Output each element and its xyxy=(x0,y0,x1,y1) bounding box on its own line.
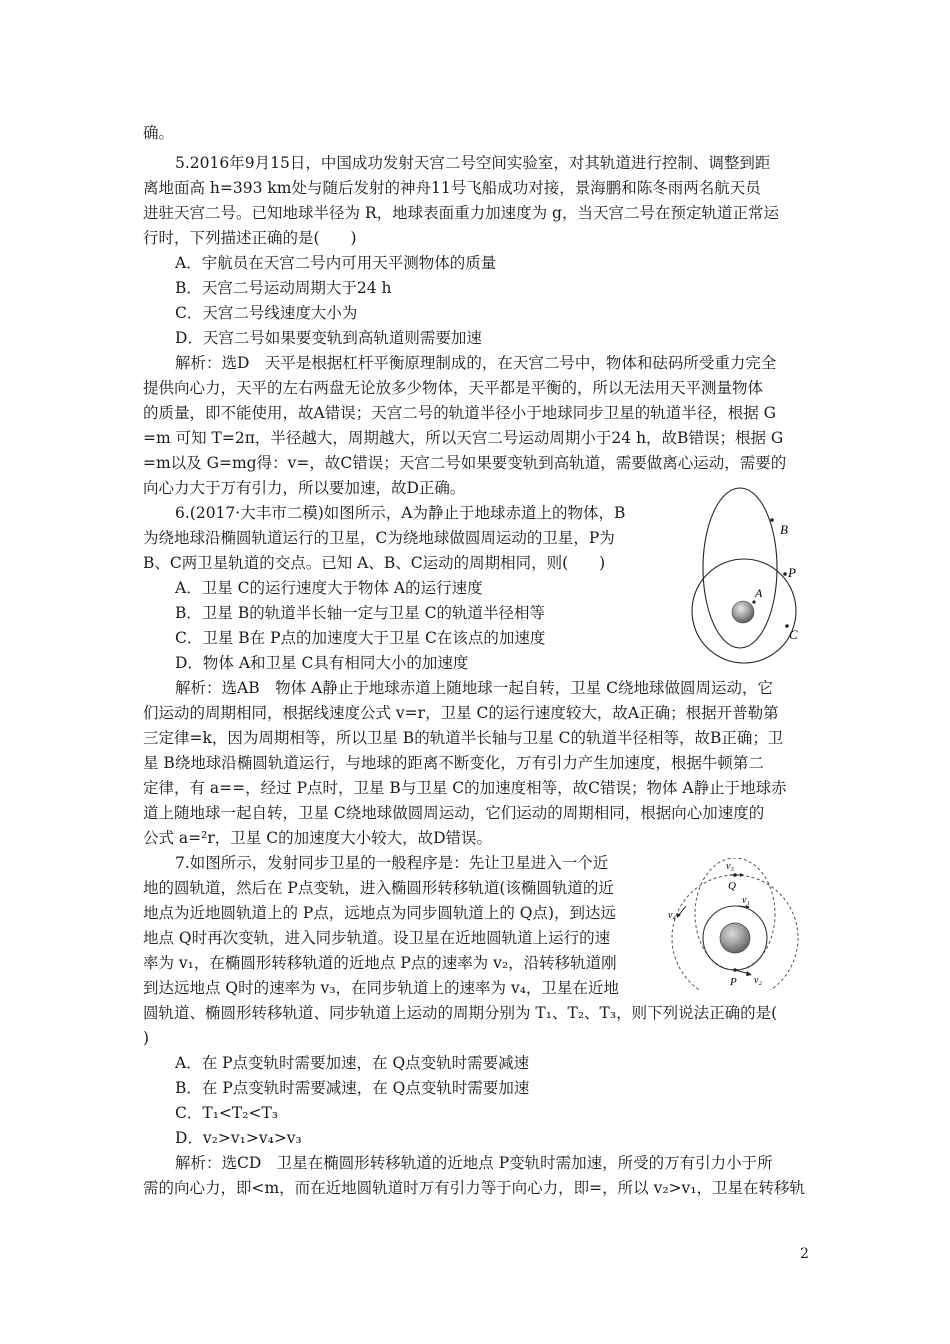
text-line: 道上随地球一起自转，卫星 C绕地球做圆周运动，它们运动的周期相同，根据向心加速度的 xyxy=(143,804,765,822)
text-line: B、C两卫星轨道的交点。已知 A、B、C运动的周期相同，则( ) xyxy=(143,554,606,572)
option-a: A．宇航员在天宫二号内可用天平测物体的质量 xyxy=(175,254,497,272)
question-5-text: 5.2016年9月15日，中国成功发射天宫二号空间实验室，对其轨道进行控制、调整到距 xyxy=(175,154,771,172)
orbit-figure-1 xyxy=(688,484,818,664)
option-a: A．卫星 C的运行速度大于物体 A的运行速度 xyxy=(175,579,483,597)
option-c: C．T₁<T₂<T₃ xyxy=(175,1104,278,1122)
text-line: 需的向心力，即<m，而在近地圆轨道时万有引力等于向心力，即=，所以 v₂>v₁，卫星在转移轨 xyxy=(143,1179,806,1197)
text-line: 地点为近地圆轨道上的 P点，远地点为同步圆轨道上的 Q点)，到达远 xyxy=(143,904,617,922)
earth-icon xyxy=(720,923,750,953)
analysis-text: 解析：选CD 卫星在椭圆形转移轨道的近地点 P变轨时需加速，所受的万有引力小于所 xyxy=(175,1154,773,1172)
text-line: 提供向心力，天平的左右两盘无论放多少物体，天平都是平衡的，所以无法用天平测量物体 xyxy=(143,379,764,397)
object-a-dot xyxy=(752,600,755,603)
option-d: D．v₂>v₁>v₄>v₃ xyxy=(175,1129,302,1147)
label-a: A xyxy=(755,586,763,600)
text-line: 离地面高 h=393 km处与随后发射的神舟11号飞船成功对接，景海鹏和陈冬雨两名航天员 xyxy=(143,179,761,197)
text-line: 三定律=k，因为周期相等，所以卫星 B的轨道半长轴与卫星 C的轨道半径相等，故B正确；卫 xyxy=(143,729,784,747)
label-v3: v₃ xyxy=(726,861,734,872)
analysis-text: 解析：选D 天平是根据杠杆平衡原理制成的，在天宫二号中，物体和砝码所受重力完全 xyxy=(175,354,777,372)
text-line: 定律，有 a==，经过 P点时，卫星 B与卫星 C的加速度相等，故C错误；物体 A静止于地球赤 xyxy=(143,779,787,797)
text-line: 率为 v₁，在椭圆形转移轨道的近地点 P点的速率为 v₂，沿转移轨道刚 xyxy=(143,954,617,972)
orbit-figure-2 xyxy=(666,858,816,990)
text-line: 为绕地球沿椭圆轨道运行的卫星，C为绕地球做圆周运动的卫星，P为 xyxy=(143,529,615,547)
text-line: ) xyxy=(143,1029,150,1047)
label-q: Q xyxy=(728,880,736,892)
option-b: B．天宫二号运动周期大于24 h xyxy=(175,279,392,297)
text-line: 到达远地点 Q时的速率为 v₃，在同步轨道上的速率为 v₄，卫星在近地 xyxy=(143,979,619,997)
label-p: P xyxy=(730,976,737,988)
text-line: 进驻天宫二号。已知地球半径为 R，地球表面重力加速度为 g，当天宫二号在预定轨道正常运 xyxy=(143,204,779,222)
text-line: 地点 Q时再次变轨，进入同步轨道。设卫星在近地圆轨道上运行的速 xyxy=(143,929,611,947)
text-line: 星 B绕地球沿椭圆轨道运行，与地球的距离不断变化，万有引力产生加速度，根据牛顿第二 xyxy=(143,754,764,772)
text-line: 的质量，即不能使用，故A错误；天宫二号的轨道半径小于地球同步卫星的轨道半径，根据 G xyxy=(143,404,777,422)
v2-arrowhead xyxy=(746,971,752,976)
option-b: B．卫星 B的轨道半长轴一定与卫星 C的轨道半径相等 xyxy=(175,604,545,622)
label-v4: v₄ xyxy=(668,910,676,921)
option-d: D．天宫二号如果要变轨到高轨道则需要加速 xyxy=(175,329,482,347)
label-v2: v₂ xyxy=(754,975,762,986)
page-number: 2 xyxy=(800,1246,809,1262)
text-line: 向心力大于万有引力，所以要加速，故D正确。 xyxy=(143,479,466,497)
label-v1: v₁ xyxy=(742,895,750,906)
text-line: 圆轨道、椭圆形转移轨道、同步轨道上运动的周期分别为 T₁、T₂、T₃，则下列说法正确的是( xyxy=(143,1004,778,1022)
text-line: =m 可知 T=2π，半径越大，周期越大，所以天宫二号运动周期小于24 h，故B错误；根据 G xyxy=(143,429,784,447)
label-c: C xyxy=(789,627,798,642)
v3-arrowhead xyxy=(740,873,744,877)
satellite-b-dot xyxy=(770,518,774,522)
option-c: C．天宫二号线速度大小为 xyxy=(175,304,358,322)
text-line: 行时，下列描述正确的是( ) xyxy=(143,229,357,247)
option-a: A．在 P点变轨时需要加速，在 Q点变轨时需要减速 xyxy=(175,1054,530,1072)
text-line: 们运动的周期相同，根据线速度公式 v=r，卫星 C的运行速度较大，故A正确；根据开普勒第 xyxy=(143,704,779,722)
text-line: =m以及 G=mg得：v=，故C错误；天宫二号如果要变轨到高轨道，需要做离心运动，需要的 xyxy=(143,454,787,472)
analysis-text: 解析：选AB 物体 A静止于地球赤道上随地球一起自转，卫星 C绕地球做圆周运动，它 xyxy=(175,679,773,697)
point-p-dot xyxy=(783,572,787,576)
option-b: B．在 P点变轨时需要减速，在 Q点变轨时需要加速 xyxy=(175,1079,530,1097)
earth-icon xyxy=(732,601,754,623)
text-line: 确。 xyxy=(143,124,175,142)
label-p: P xyxy=(788,565,796,580)
question-6-text: 6.(2017·大丰市二模)如图所示，A为静止于地球赤道上的物体，B xyxy=(175,504,626,522)
text-line: 地的圆轨道，然后在 P点变轨，进入椭圆形转移轨道(该椭圆轨道的近 xyxy=(143,879,614,897)
option-d: D．物体 A和卫星 C具有相同大小的加速度 xyxy=(175,654,469,672)
text-line: 公式 a=²r，卫星 C的加速度大小较大，故D错误。 xyxy=(143,829,492,847)
option-c: C．卫星 B在 P点的加速度大于卫星 C在该点的加速度 xyxy=(175,629,546,647)
label-b: B xyxy=(780,522,788,537)
question-7-text: 7.如图所示，发射同步卫星的一般程序是：先让卫星进入一个近 xyxy=(175,854,609,872)
